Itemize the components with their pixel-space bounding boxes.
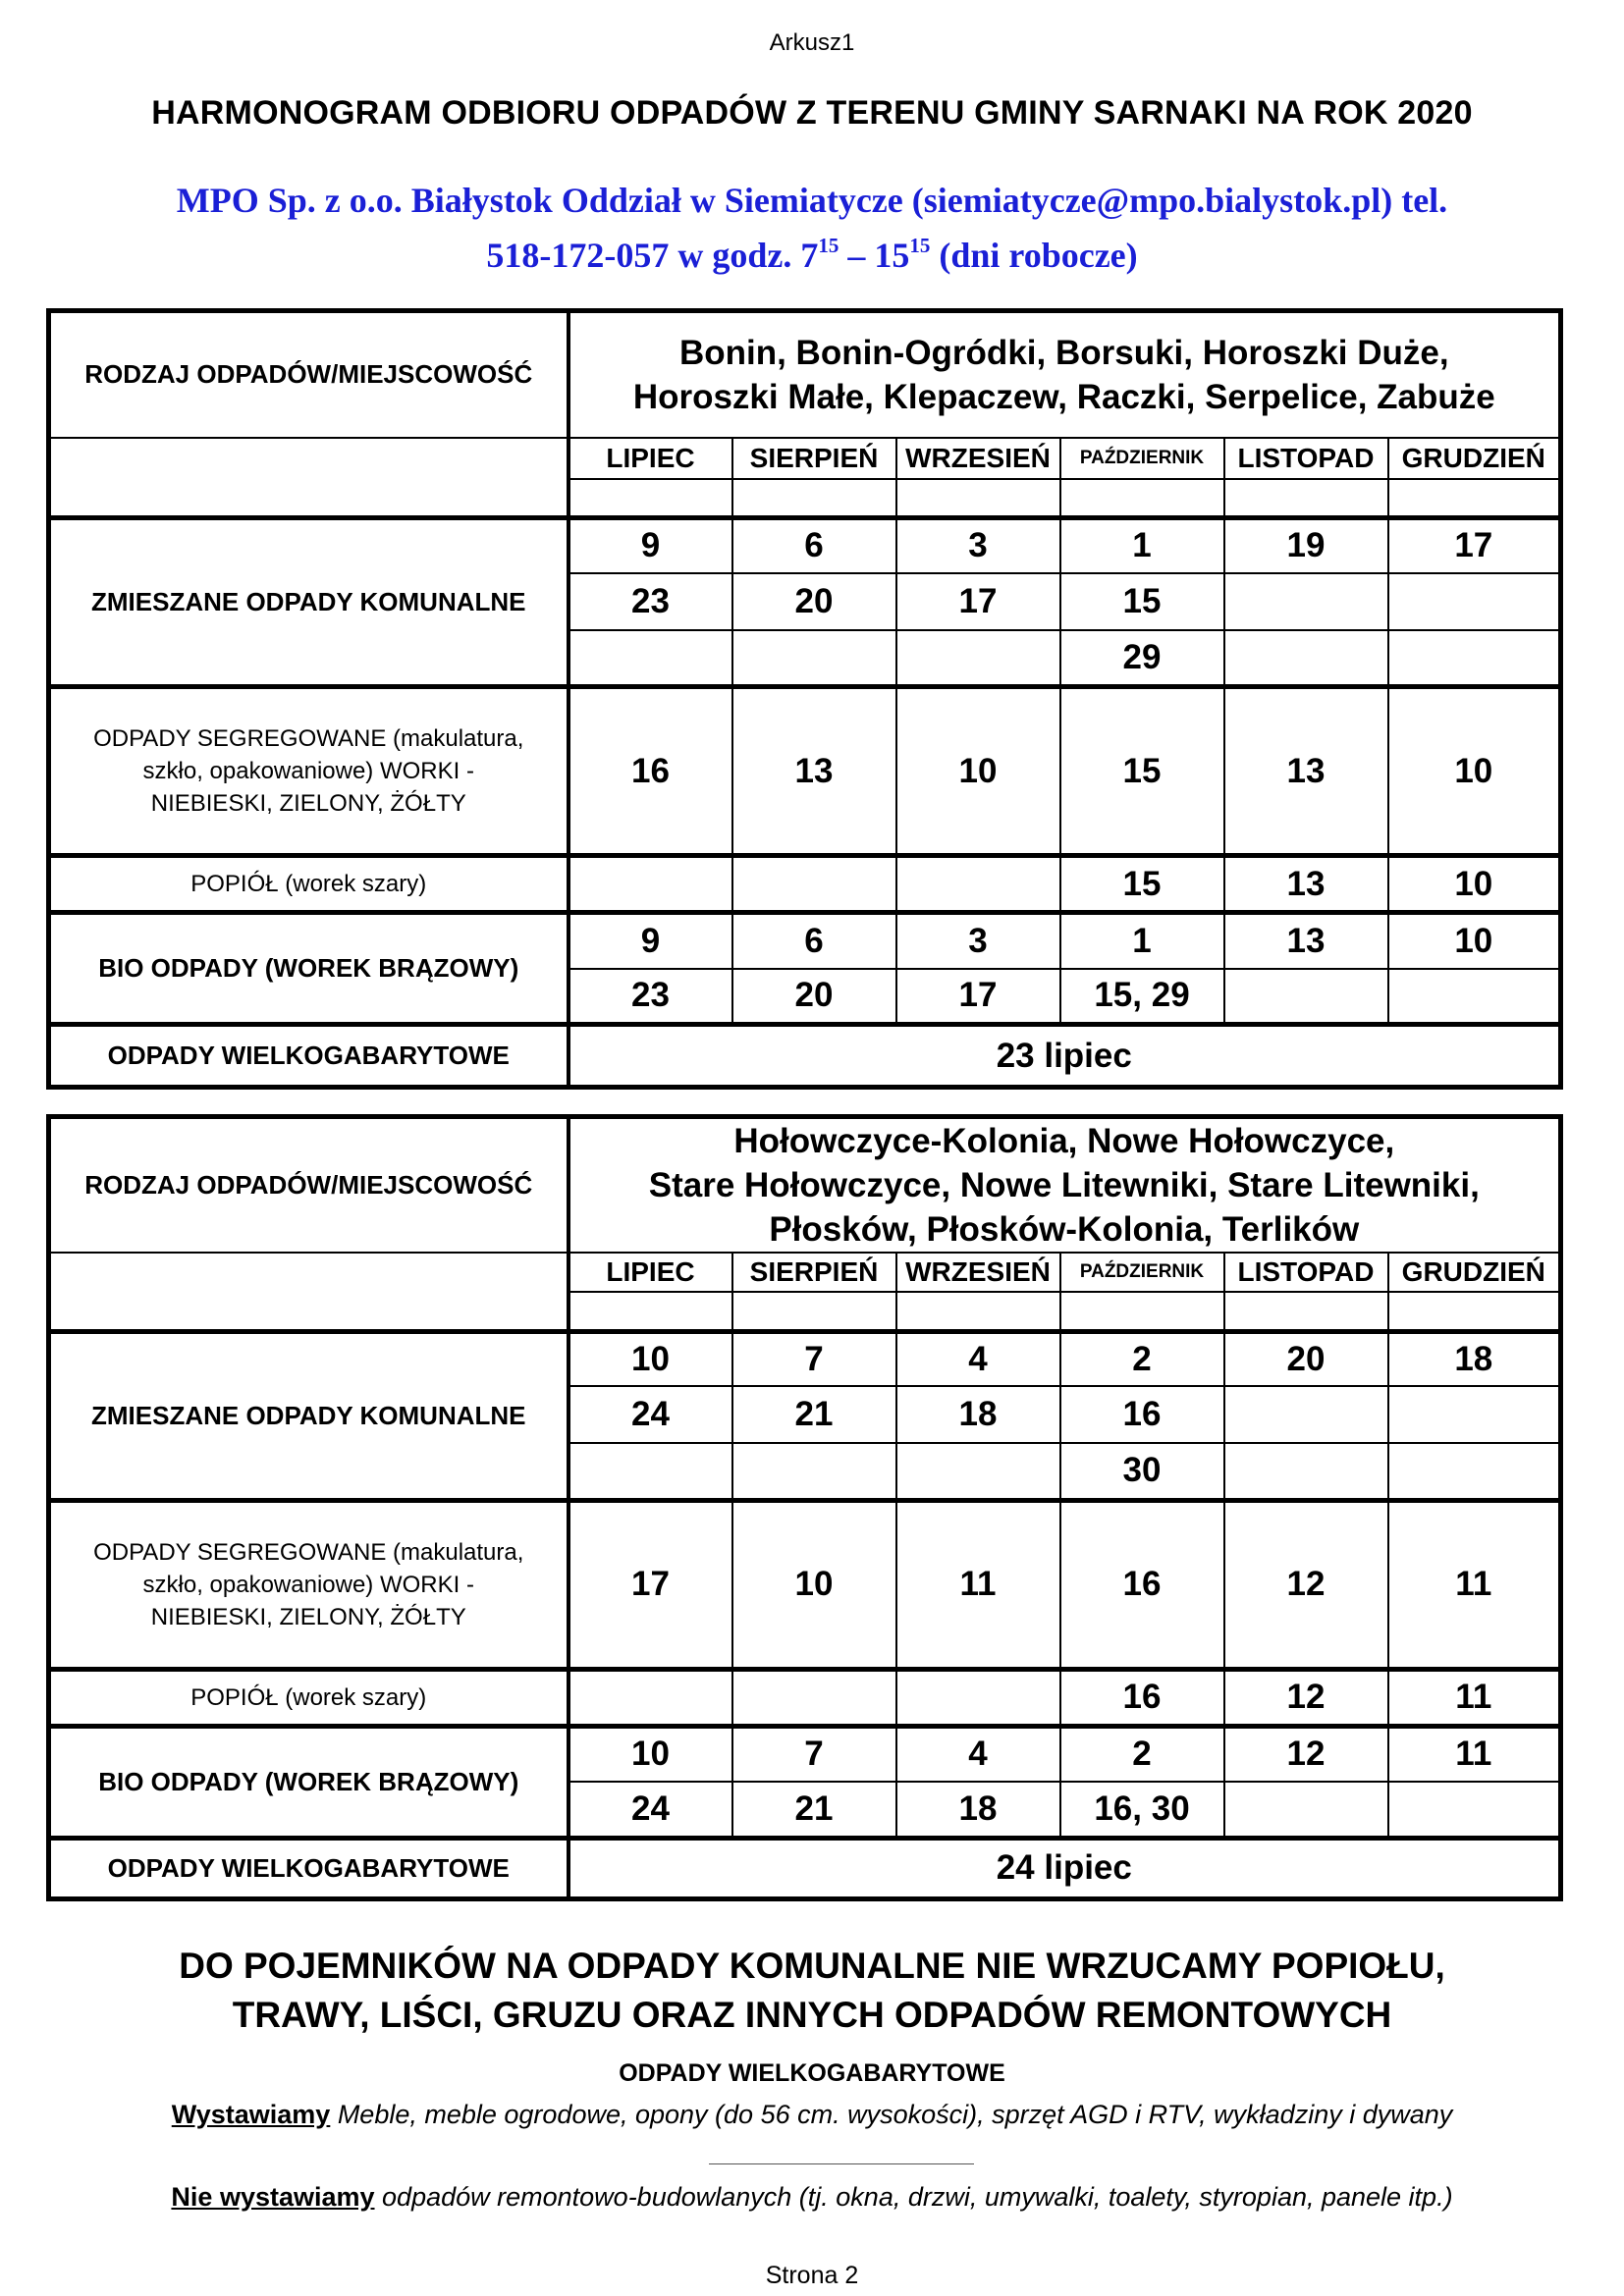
location-list [568,311,1561,438]
date-cell [1388,573,1561,630]
schedule-table-1 [46,308,1563,1090]
spacer-cell [1224,1292,1388,1331]
date-cell: 10 [568,1726,732,1782]
contact-line-1: MPO Sp. z o.o. Białystok Oddział w Siemiatycze (siemiatycze@mpo.bialystok.pl) tel. [176,181,1448,220]
date-cell: 30 [1060,1443,1224,1500]
allowed-keyword: Wystawiamy [171,2100,331,2129]
date-cell: 16, 30 [1060,1782,1224,1838]
date-cell: 10 [896,687,1060,856]
date-cell: 23 [568,573,732,630]
date-cell: 10 [1388,913,1561,969]
month-header: LISTOPAD [1224,438,1388,479]
segregated-line: NIEBIESKI, ZIELONY, ŻÓŁTY [150,790,466,817]
date-cell [1388,1386,1561,1443]
date-cell [1388,1443,1561,1500]
date-cell: 11 [1388,1726,1561,1782]
date-cell [896,1669,1060,1726]
schedule-table-2 [46,1114,1563,1901]
date-cell: 16 [568,687,732,856]
spacer-cell [732,479,896,518]
date-cell: 3 [896,518,1060,573]
spacer-cell [1388,479,1561,518]
ash-label: POPIÓŁ (worek szary) [49,856,568,913]
segregated-line: NIEBIESKI, ZIELONY, ŻÓŁTY [150,1603,466,1630]
date-cell: 12 [1224,1726,1388,1782]
bulky-waste-label: ODPADY WIELKOGABARYTOWE [49,1838,568,1898]
location-list [568,1117,1561,1254]
date-cell: 21 [732,1782,896,1838]
date-cell [732,1443,896,1500]
date-cell [896,856,1060,913]
type-location-label: RODZAJ ODPADÓW/MIEJSCOWOŚĆ [49,1117,568,1254]
bulky-waste-label: ODPADY WIELKOGABARYTOWE [49,1025,568,1088]
bio-waste-label: BIO ODPADY (WOREK BRĄZOWY) [49,913,568,1025]
bio-waste-label: BIO ODPADY (WOREK BRĄZOWY) [49,1726,568,1838]
date-cell: 10 [1388,856,1561,913]
date-cell: 7 [732,1726,896,1782]
bulky-excluded-note [0,2182,1624,2213]
sheet-label: Arkusz1 [769,29,855,56]
date-cell: 17 [896,573,1060,630]
month-header: WRZESIEŃ [896,438,1060,479]
page-title: HARMONOGRAM ODBIORU ODPADÓW Z TERENU GMINY SARNAKI NA ROK 2020 [151,94,1473,132]
month-header: PAŹDZIERNIK [1060,1253,1224,1292]
location-line: Płosków, Płosków-Kolonia, Terlików [769,1210,1360,1249]
date-cell: 2 [1060,1331,1224,1386]
date-cell: 24 [568,1386,732,1443]
segregated-waste-label [49,1500,568,1669]
contact-sup-end: 15 [909,234,931,257]
page-number: Strona 2 [765,2262,859,2289]
contact-info [59,173,1565,283]
date-cell: 15 [1060,573,1224,630]
month-header: GRUDZIEŃ [1388,1253,1561,1292]
excluded-items: odpadów remontowo-budowlanych (tj. okna, drzwi, umywalki, toalety, styropian, panele itp.) [374,2182,1453,2212]
date-cell: 16 [1060,1669,1224,1726]
date-cell [1388,630,1561,687]
warning-line: TRAWY, LIŚCI, GRUZU ORAZ INNYCH ODPADÓW REMONTOWYCH [232,1995,1392,2035]
date-cell [568,856,732,913]
spacer-cell [1060,479,1224,518]
date-cell: 10 [568,1331,732,1386]
date-cell: 3 [896,913,1060,969]
date-cell: 19 [1224,518,1388,573]
date-cell: 20 [732,969,896,1025]
contact-suffix: (dni robocze) [930,236,1138,275]
month-header: LISTOPAD [1224,1253,1388,1292]
spacer-cell [1060,1292,1224,1331]
date-cell [1224,1443,1388,1500]
segregated-line: ODPADY SEGREGOWANE (makulatura, [93,1538,524,1566]
date-cell [732,630,896,687]
date-cell: 2 [1060,1726,1224,1782]
month-header: SIERPIEŃ [732,438,896,479]
date-cell: 6 [732,518,896,573]
type-location-label: RODZAJ ODPADÓW/MIEJSCOWOŚĆ [49,311,568,438]
date-cell: 17 [568,1500,732,1669]
location-line: Stare Hołowczyce, Nowe Litewniki, Stare Litewniki, [648,1166,1480,1204]
month-header: SIERPIEŃ [732,1253,896,1292]
date-cell: 20 [1224,1331,1388,1386]
date-cell [1388,969,1561,1025]
date-cell: 16 [1060,1386,1224,1443]
date-cell: 6 [732,913,896,969]
excluded-keyword: Nie wystawiamy [171,2182,375,2212]
segregated-line: szkło, opakowaniowe) WORKI - [142,758,474,784]
spacer-cell [1224,479,1388,518]
date-cell [568,630,732,687]
spacer-cell [568,479,732,518]
date-cell: 1 [1060,518,1224,573]
date-cell: 24 [568,1782,732,1838]
date-cell: 4 [896,1726,1060,1782]
month-header: LIPIEC [568,1253,732,1292]
spacer-cell [896,479,1060,518]
date-cell [1224,1386,1388,1443]
date-cell: 16 [1060,1500,1224,1669]
bulky-waste-date: 23 lipiec [568,1025,1561,1088]
spacer-cell [1388,1292,1561,1331]
date-cell: 10 [732,1500,896,1669]
date-cell [896,630,1060,687]
date-cell: 13 [1224,913,1388,969]
date-cell: 11 [1388,1500,1561,1669]
empty-header-cell [49,1253,568,1331]
contact-dash: – 15 [839,236,910,275]
date-cell: 9 [568,518,732,573]
contact-sup-start: 15 [818,234,839,257]
date-cell: 18 [896,1386,1060,1443]
empty-header-cell [49,438,568,518]
date-cell: 18 [1388,1331,1561,1386]
divider [709,2163,974,2164]
date-cell: 12 [1224,1500,1388,1669]
date-cell [1224,630,1388,687]
location-line: Horoszki Małe, Klepaczew, Raczki, Serpelice, Zabuże [632,377,1495,416]
warning-line: DO POJEMNIKÓW NA ODPADY KOMUNALNE NIE WRZUCAMY POPIOŁU, [179,1946,1445,1986]
allowed-items: Meble, meble ogrodowe, opony (do 56 cm. wysokości), sprzęt AGD i RTV, wykładziny i dywany [330,2100,1453,2129]
date-cell: 17 [896,969,1060,1025]
bulky-waste-date: 24 lipiec [568,1838,1561,1898]
date-cell: 9 [568,913,732,969]
location-line: Bonin, Bonin-Ogródki, Borsuki, Horoszki Duże, [678,333,1449,372]
month-header: WRZESIEŃ [896,1253,1060,1292]
month-header: PAŹDZIERNIK [1060,438,1224,479]
date-cell [1224,573,1388,630]
date-cell: 12 [1224,1669,1388,1726]
ash-label: POPIÓŁ (worek szary) [49,1669,568,1726]
date-cell: 7 [732,1331,896,1386]
segregated-waste-label [49,687,568,856]
date-cell [1224,969,1388,1025]
location-line: Hołowczyce-Kolonia, Nowe Hołowczyce, [733,1122,1395,1160]
segregated-line: ODPADY SEGREGOWANE (makulatura, [93,725,524,752]
date-cell: 29 [1060,630,1224,687]
segregated-line: szkło, opakowaniowe) WORKI - [142,1571,474,1598]
month-header: GRUDZIEŃ [1388,438,1561,479]
date-cell: 1 [1060,913,1224,969]
spacer-cell [896,1292,1060,1331]
warning-notice [0,1942,1624,2040]
date-cell [1388,1782,1561,1838]
mixed-waste-label: ZMIESZANE ODPADY KOMUNALNE [49,1331,568,1500]
bulky-allowed-note [0,2100,1624,2130]
date-cell: 15 [1060,687,1224,856]
date-cell: 23 [568,969,732,1025]
date-cell: 20 [732,573,896,630]
date-cell: 13 [1224,687,1388,856]
date-cell: 10 [1388,687,1561,856]
spacer-cell [732,1292,896,1331]
contact-phone-hours: 518-172-057 w godz. 7 [486,236,819,275]
date-cell [732,856,896,913]
date-cell: 15, 29 [1060,969,1224,1025]
date-cell [568,1669,732,1726]
contact-line-2 [59,228,1565,283]
date-cell: 15 [1060,856,1224,913]
date-cell [1224,1782,1388,1838]
date-cell [896,1443,1060,1500]
date-cell: 18 [896,1782,1060,1838]
mixed-waste-label: ZMIESZANE ODPADY KOMUNALNE [49,518,568,687]
date-cell: 13 [732,687,896,856]
date-cell [568,1443,732,1500]
bulky-info-title: ODPADY WIELKOGABARYTOWE [619,2059,1005,2087]
spacer-cell [568,1292,732,1331]
date-cell: 13 [1224,856,1388,913]
date-cell: 4 [896,1331,1060,1386]
date-cell: 21 [732,1386,896,1443]
month-header: LIPIEC [568,438,732,479]
date-cell: 17 [1388,518,1561,573]
date-cell [732,1669,896,1726]
date-cell: 11 [896,1500,1060,1669]
date-cell: 11 [1388,1669,1561,1726]
